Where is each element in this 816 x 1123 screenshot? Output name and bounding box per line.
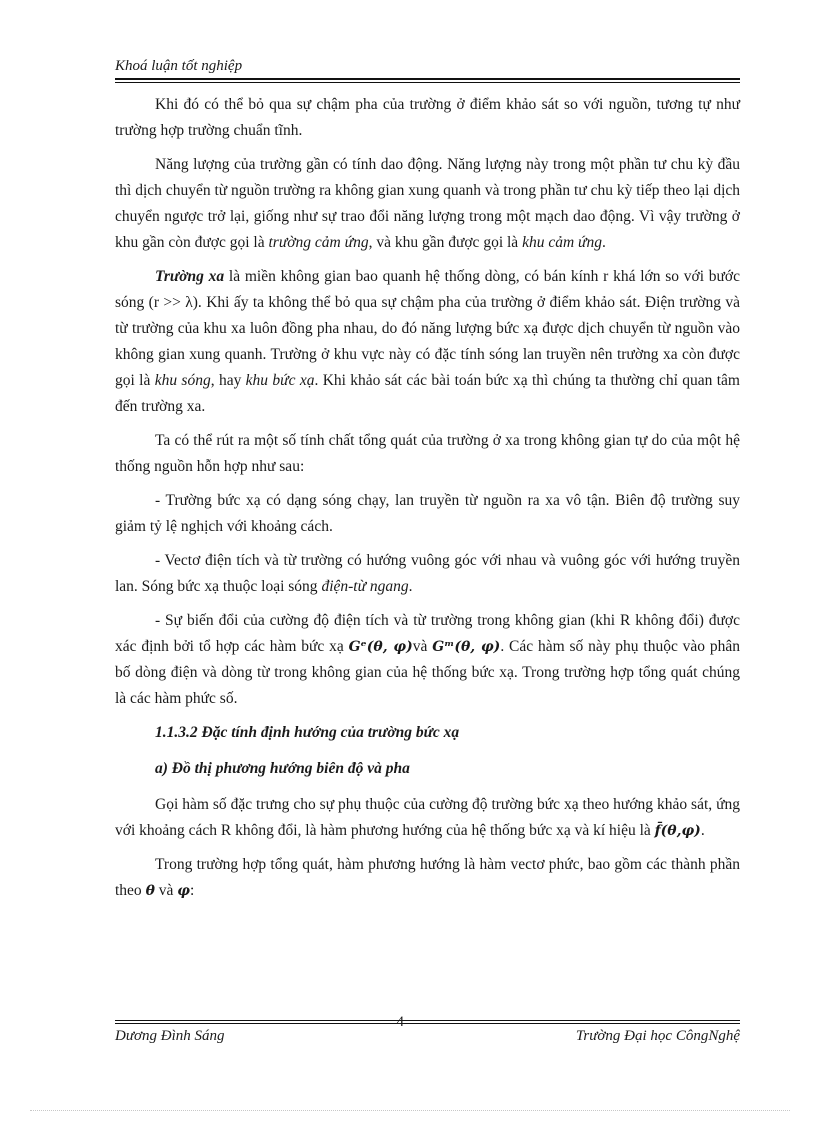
term-khu-song: khu sóng [154,372,211,389]
paragraph-7-text-mid: và [412,638,433,655]
paragraph-6-end: . [408,578,413,595]
paragraph-2 [115,152,740,256]
paragraph-6-text: - Vectơ điện tích và từ trường có hướng vuông góc với nhau và vuông góc với hướng truyền lan. Sóng bức xạ thuộc loại sóng [115,552,740,595]
footer-school: Trường Đại học CôngNghệ [575,1028,740,1044]
footer-author: Dương Đình Sáng [115,1028,225,1044]
term-dien-tu-ngang: điện-từ ngang [321,578,409,595]
paragraph-9-text: Trong trường hợp tổng quát, hàm phương hướng là hàm vectơ phức, bao gồm các thành phần theo [115,856,740,899]
paragraph-7-end: . Các hàm số này phụ thuộc vào phân bố dòng điện và dòng từ trong không gian của hệ thống bức xạ. Trong trường hợp tổng quát chúng là các hàm phức số. [115,638,741,707]
formula-ge: Gᵉ(θ, φ) [348,639,413,655]
paragraph-4: Ta có thể rút ra một số tính chất tổng quát của trường ở xa trong không gian tự do của một hệ thống nguồn hỗn hợp như sau: [115,432,740,475]
paragraph-8-end: . [700,822,705,839]
formula-f: f̄(θ,φ) [654,823,701,839]
header-title: Khoá luận tốt nghiệp [115,58,243,74]
subsection-heading: a) Đồ thị phương hướng biên độ và pha [155,760,410,777]
term-khu-buc-xa: khu bức xạ [245,372,315,389]
paragraph-7-text: - Sự biến đổi của cường độ điện tích và từ trường trong không gian (khi R không đổi) được xác định bởi tổ hợp các hàm bức xạ [115,612,740,655]
paragraph-9-end: : [189,882,195,899]
footer-row [115,1014,740,1045]
paragraph-2-end: . [601,234,606,251]
document-body [115,92,740,912]
paragraph-2-text-mid: , và khu gần được gọi là [368,234,523,251]
term-truong-xa: Trường xa [155,268,225,285]
paragraph-5: - Trường bức xạ có dạng sóng chạy, lan truyền từ nguồn ra xa vô tận. Biên độ trường suy giảm tỷ lệ nghịch với khoảng cách. [115,492,740,535]
page-header [115,56,740,83]
paragraph-3 [115,264,740,420]
paragraph-9-text-mid: và [154,882,178,899]
paragraph-2-text: Năng lượng của trường gần có tính dao động. Năng lượng này trong một phần tư chu kỳ đầu thì dịch chuyển từ nguồn trường ra không gian xung quanh và trong phần tư chu kỳ tiếp theo lại dịch chuyển ngược trở lại, giống như sự trao đổi năng lượng trong một mạch dao động. Vì vậy trường ở khu gần còn được gọi là [115,156,740,251]
paragraph-6 [115,548,740,600]
term-khu-cam-ung: khu cảm ứng [522,234,602,251]
page-number: 4 [396,1014,404,1030]
header-rule [115,78,740,80]
symbol-theta: θ [145,883,155,899]
footer-rule [115,1020,740,1021]
paragraph-3-text-mid: , hay [210,372,246,389]
header-rule-thin [115,82,740,83]
paragraph-9 [115,852,740,904]
paragraph-8 [115,792,740,844]
footer-rule-thin [115,1023,740,1024]
formula-gm: Gᵐ(θ, φ) [432,639,501,655]
paragraph-8-text: Gọi hàm số đặc trưng cho sự phụ thuộc của cường độ trường bức xạ theo hướng khảo sát, ứng với khoảng cách R không đổi, là hàm phương hướng của hệ thống bức xạ và kí hiệu là [115,796,740,839]
paragraph-7 [115,608,740,712]
page-edge [30,1110,790,1111]
paragraph-3-end: . Khi khảo sát các bài toán bức xạ thì chúng ta thường chỉ quan tâm đến trường xa. [115,372,740,415]
paragraph-3-text: là miền không gian bao quanh hệ thống dòng, có bán kính r khá lớn so với bước sóng (r >> λ). Khi ấy ta không thể bỏ qua sự chậm pha của trường ở điểm khảo sát. Điện trường và từ trường của khu xa luôn đồng pha nhau, do đó năng lượng bức xạ được dịch chuyển từ nguồn vào không gian xung quanh. Trường ở khu vực này có đặc tính sóng lan truyền nên trường xa còn được gọi là [115,268,740,389]
page-footer [115,1014,740,1045]
paragraph-1: Khi đó có thể bỏ qua sự chậm pha của trường ở điểm khảo sát so với nguồn, tương tự như trường hợp trường chuẩn tĩnh. [115,96,740,139]
section-heading: 1.1.3.2 Đặc tính định hướng của trường bức xạ [155,724,460,741]
term-truong-cam-ung: trường cảm ứng [268,234,369,251]
symbol-phi: φ [177,883,190,899]
